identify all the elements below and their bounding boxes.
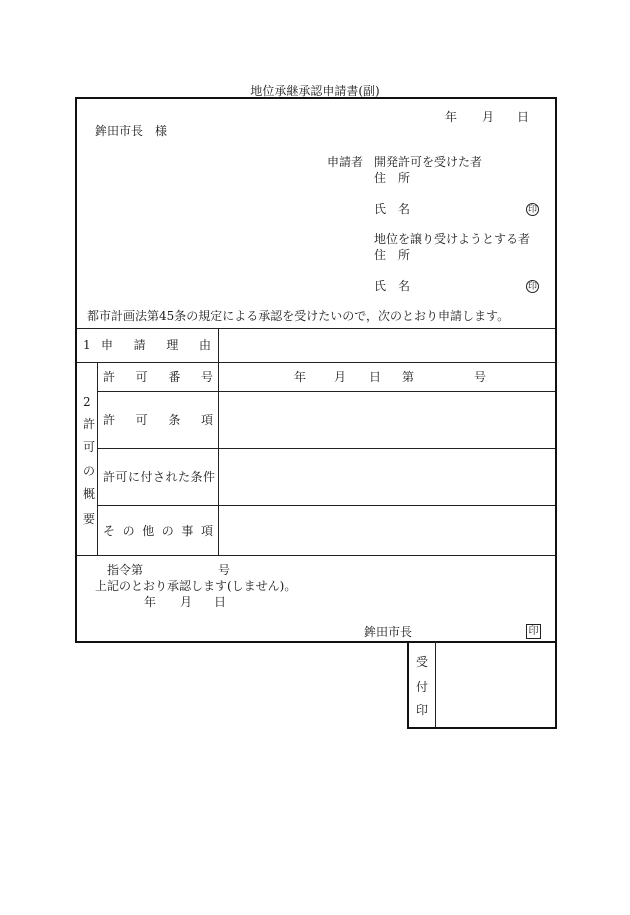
permit-number-label-char: 可 — [135, 370, 148, 384]
permit-conditions-label-char: 条 — [168, 413, 181, 427]
reason-label-char: 申 — [101, 338, 114, 352]
divider-permit-number — [97, 391, 555, 392]
other-matters-label-char: 項 — [200, 524, 213, 538]
other-matters-label-char: の — [161, 524, 174, 538]
other-matters-label-char: の — [122, 524, 135, 538]
order-suffix: 号 — [218, 563, 231, 577]
successor-address-label: 住 所 — [374, 248, 411, 262]
permit-number-label-char: 許 — [103, 370, 116, 384]
holder-name-label: 氏 名 — [374, 202, 411, 216]
successor-title: 地位を譲り受けようとする者 — [374, 232, 531, 246]
approval-statement: 上記のとおり承認します(しません)。 — [95, 579, 297, 593]
permit-year: 年 — [294, 370, 307, 384]
approval-year: 年 — [144, 595, 157, 609]
overview-label-char: 概 — [83, 487, 96, 501]
reason-label-char: 請 — [133, 338, 146, 352]
receipt-label-char: 受 — [416, 655, 429, 669]
permit-dai: 第 — [402, 370, 415, 384]
divider-overview — [77, 555, 555, 556]
reason-number: 1 — [83, 338, 91, 352]
permit-month: 月 — [334, 370, 347, 384]
date-month: 月 — [482, 110, 495, 124]
applicant-label: 申請者 — [327, 155, 364, 169]
overview-number: 2 — [83, 395, 91, 409]
permit-conditions-label — [103, 413, 213, 427]
other-matters-label-char: そ — [103, 524, 116, 538]
reason-label — [101, 338, 211, 352]
holder-seal-mark: 印 — [527, 205, 537, 215]
divider-permit-conditions — [97, 448, 555, 449]
holder-title: 開発許可を受けた者 — [374, 155, 483, 169]
mayor-seal-mark: 印 — [526, 624, 541, 639]
permit-conditions-label-char: 可 — [135, 413, 148, 427]
permit-conditions-label-char: 項 — [200, 413, 213, 427]
divider-attached-conditions — [97, 505, 555, 506]
permit-day: 日 — [369, 370, 382, 384]
permit-number-label-char: 番 — [168, 370, 181, 384]
other-matters-label — [103, 524, 213, 538]
label-column-divider — [218, 328, 219, 555]
holder-address-label: 住 所 — [374, 171, 411, 185]
date-year: 年 — [445, 110, 458, 124]
approval-mayor: 鉾田市長 — [364, 625, 413, 639]
other-matters-label-char: 事 — [181, 524, 194, 538]
document-title: 地位承継承認申請書(副) — [250, 84, 380, 98]
overview-label-char: の — [83, 464, 96, 478]
addressee: 鉾田市長 様 — [95, 124, 168, 138]
overview-label-char: 許 — [83, 417, 96, 431]
reason-label-char: 理 — [166, 338, 179, 352]
successor-seal-mark: 印 — [527, 282, 537, 292]
approval-month: 月 — [180, 595, 193, 609]
other-matters-label-char: 他 — [142, 524, 155, 538]
permit-go: 号 — [474, 370, 487, 384]
attached-conditions-label: 許可に付された条件 — [103, 470, 216, 484]
permit-number-label — [103, 370, 213, 384]
application-form — [75, 97, 557, 643]
permit-conditions-label-char: 許 — [103, 413, 116, 427]
divider-statement — [77, 328, 555, 329]
successor-name-label: 氏 名 — [374, 279, 411, 293]
receipt-divider — [435, 641, 436, 727]
reason-label-char: 由 — [198, 338, 211, 352]
permit-number-label-char: 号 — [200, 370, 213, 384]
request-statement: 都市計画法第45条の規定による承認を受けたいので，次のとおり申請します。 — [87, 309, 510, 323]
date-day: 日 — [517, 110, 530, 124]
receipt-label-char: 付 — [416, 680, 429, 694]
overview-column-divider — [97, 362, 98, 555]
approval-day: 日 — [214, 595, 227, 609]
divider-reason — [77, 362, 555, 363]
receipt-stamp-box — [407, 641, 557, 729]
overview-label-char: 可 — [83, 440, 96, 454]
receipt-label-char: 印 — [416, 703, 429, 717]
overview-label-char: 要 — [83, 512, 96, 526]
order-prefix: 指令第 — [107, 563, 144, 577]
